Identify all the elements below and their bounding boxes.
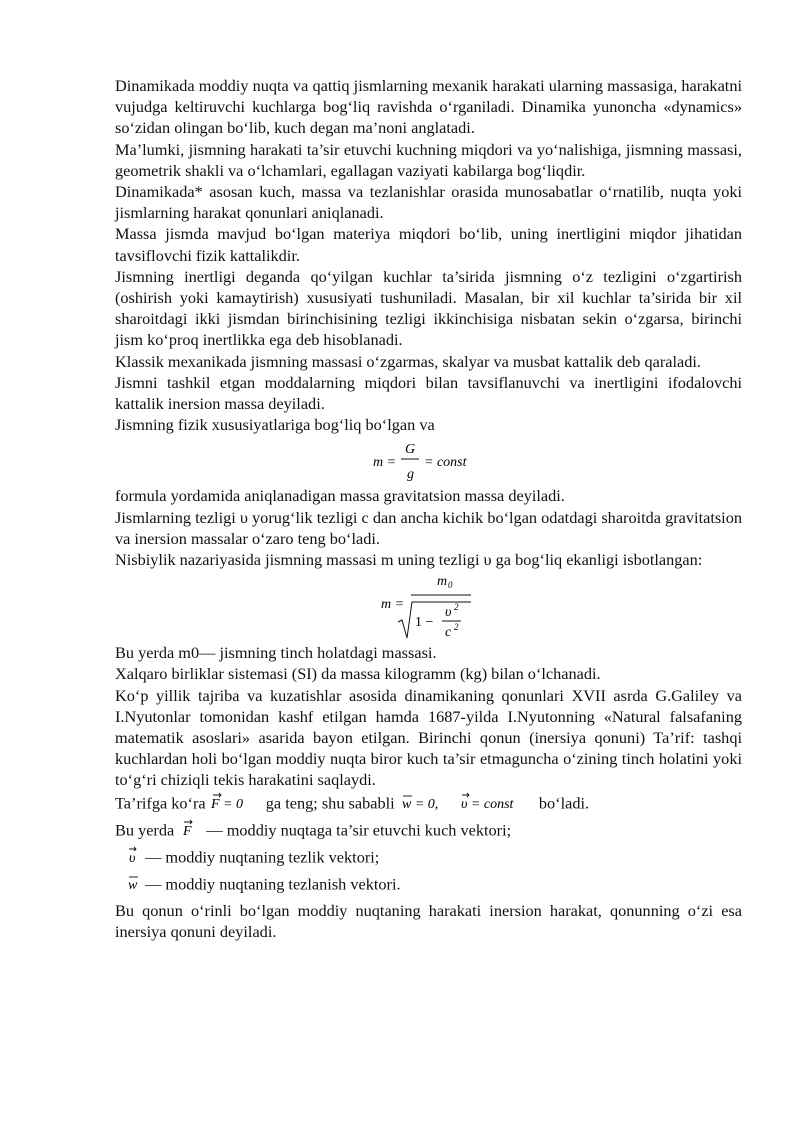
- paragraph-rest-mass: Bu yerda m0— jismning tinch holatdagi massasi.: [115, 643, 437, 663]
- legend-force: [115, 818, 742, 845]
- paragraph-closing: Bu qonun o‘rinli bo‘lgan moddiy nuqtaning harakati inersion harakat, qonunning o‘zi esa inersiya qonuni deyiladi.: [115, 900, 742, 941]
- formula-gravitational-mass-svg: [115, 435, 742, 485]
- definition-post: bo‘ladi.: [538, 793, 590, 813]
- force-vector-symbol: [178, 818, 202, 845]
- legend-acceleration-text: — moddiy nuqtaning tezlanish vektori.: [145, 874, 401, 894]
- legend-acceleration: [115, 872, 742, 899]
- definition-mid: ga teng; shu sababli: [265, 793, 395, 813]
- formula2-velocity: υ: [445, 605, 452, 621]
- formula1-numerator: G: [405, 442, 416, 458]
- paragraph-inertia: Jismning inertligi deganda qo‘yilgan kuchlar ta’sirida jismning o‘z tezligini o‘zgartirish (oshirish yoki kamaytirish) xususiyati tushuniladi. Masalan, bir xil kuchlar ta’sirida bir xil sharoitdagi ikki jismdan birinchisining tezligi ikkinchisiga nisbatan sekin o‘zgarsa, birinchi jism ko‘proq inertlikka ega deb hisoblanadi.: [115, 266, 742, 350]
- formula1-rhs: = const: [424, 455, 467, 471]
- formula-relativistic-mass-svg: [115, 570, 742, 642]
- formula2-light-speed: c: [445, 625, 452, 641]
- paragraph-si-units: Xalqaro birliklar sistemasi (SI) da massa kilogramm (kg) bilan o‘lchanadi.: [115, 664, 601, 684]
- formula2-lhs: m =: [381, 597, 405, 613]
- legend-velocity-text: — moddiy nuqtaning tezlik vektori;: [145, 847, 380, 867]
- velocity-const-equation: [459, 791, 535, 818]
- paragraph-motion-dependence: Ma’lumki, jismning harakati ta’sir etuvchi kuchning miqdori va yo‘nalishiga, jismning massasi, geometrik shakli va o‘lchamlari, egallagan vaziyati kabilarga bog‘liqdir.: [115, 139, 742, 180]
- force-zero-svg: [210, 791, 262, 813]
- paragraph-inertial-mass: Jismni tashkil etgan moddalarning miqdori bilan tavsiflanuvchi va inertligini ifodalovchi kattalik inersion massa deyiladi.: [115, 372, 742, 414]
- acceleration-zero-equation: [399, 791, 455, 818]
- acceleration-zero-text: w = 0,: [401, 796, 439, 812]
- definition-pre: Ta’rifga ko‘ra: [115, 793, 206, 813]
- force-zero-text: F = 0: [210, 796, 243, 812]
- velocity-const-text: υ = const: [460, 796, 514, 812]
- force-zero-equation: [210, 791, 262, 818]
- acceleration-vector-symbol: [127, 872, 141, 899]
- document-page: [115, 75, 742, 942]
- paragraph-newton-laws: Ko‘p yillik tajriba va kuzatishlar asosida dinamikaning qonunlari XVII asrda G.Galiley va I.Nyutonlar tomonidan kashf etilgan hamda 1687-yilda I.Nyutonning «Natural falsafaning matematik asoslari» asarida bayon etilgan. Birinchi qonun (inersiya qonuni) Ta’rif: tashqi kuchlardan holi bo‘lgan moddiy nuqta biror kuch ta’sir etmaguncha o‘zining tinch holatini yoki to‘g‘ri chiziqli tekis harakatini saqlaydi.: [115, 685, 742, 790]
- paragraph-gravitational-intro: Jismning fizik xususiyatlariga bog‘liq bo‘lgan va: [115, 415, 435, 435]
- formula1-denominator: g: [407, 467, 414, 483]
- paragraph-dynamics-intro: Dinamikada moddiy nuqta va qattiq jismlarning mexanik harakati ularning massasiga, harakatni vujudga keltiruvchi kuchlarga bog‘liq ravishda o‘rganiladi. Dinamika yunoncha «dynamics» so‘zidan olingan bo‘lib, kuch degan ma’noni anglatadi.: [115, 76, 742, 138]
- legend-force-text: — moddiy nuqtaga ta’sir etuvchi kuch vektori;: [206, 820, 512, 840]
- formula2-numerator-subscript: 0: [448, 580, 453, 591]
- paragraph-definition-line: [115, 791, 742, 818]
- paragraph-mass-equality: Jismlarning tezligi υ yorug‘lik tezligi c dan ancha kichik bo‘lgan odatdagi sharoitda gravitatsion va inersion massalar o‘zaro teng bo‘ladi.: [115, 507, 742, 548]
- paragraph-relativity: Nisbiylik nazariyasida jismning massasi m uning tezligi υ ga bog‘liq ekanligi isbotlangan:: [115, 550, 703, 570]
- formula2-one-minus: 1 −: [415, 615, 434, 631]
- acceleration-symbol-text: w: [128, 878, 138, 894]
- formula2-light-speed-exponent: 2: [454, 622, 459, 633]
- formula2-numerator: m: [437, 574, 448, 590]
- velocity-symbol-text: υ: [129, 851, 136, 867]
- paragraph-mass-definition: Massa jismda mavjud bo‘lgan materiya miqdori bo‘lib, uning inertligini miqdor jihatidan tavsiflovchi fizik kattalikdir.: [115, 224, 742, 265]
- formula-gravitational-mass: [115, 435, 742, 485]
- velocity-const-svg: [459, 791, 535, 813]
- paragraph-classical-mass: Klassik mexanikada jismning massasi o‘zgarmas, skalyar va musbat kattalik deb qaraladi.: [115, 351, 701, 371]
- paragraph-dynamics-relations: Dinamikada* asosan kuch, massa va tezlanishlar orasida munosabatlar o‘rnatilib, nuqta yoki jismlarning harakat qonunlari aniqlanadi.: [115, 182, 742, 223]
- legend-velocity: [115, 845, 742, 872]
- paragraph-gravitational-mass: formula yordamida aniqlanadigan massa gravitatsion massa deyiladi.: [115, 486, 565, 506]
- formula-relativistic-mass: [115, 570, 742, 642]
- acceleration-zero-svg: [399, 791, 455, 813]
- velocity-vector-symbol: [127, 845, 141, 872]
- formula1-lhs: m =: [373, 455, 397, 471]
- formula2-velocity-exponent: 2: [454, 602, 459, 613]
- force-symbol-text: F: [183, 823, 192, 839]
- formula2-radical: [398, 602, 471, 641]
- legend-pre: Bu yerda: [115, 820, 175, 840]
